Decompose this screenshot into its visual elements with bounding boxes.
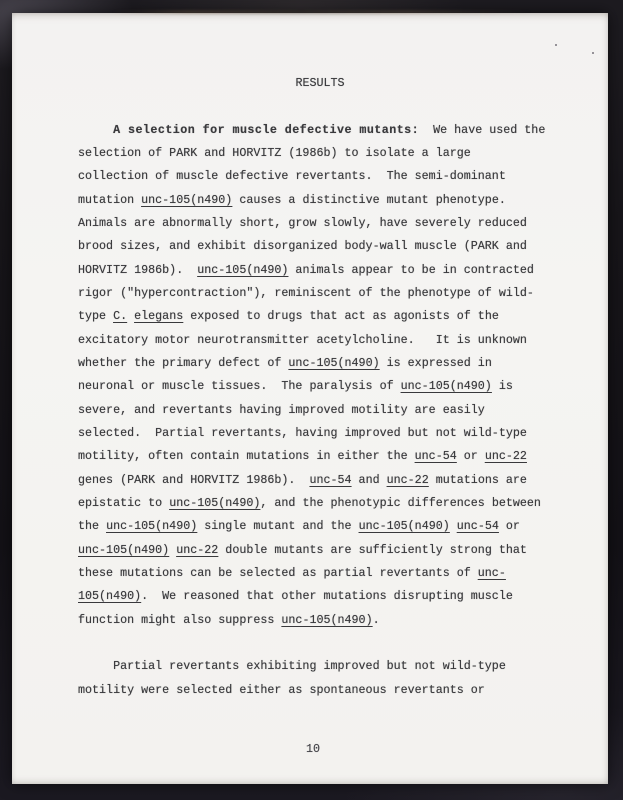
underlined-gene-name: unc-105(n490) xyxy=(141,192,233,207)
text-segment: . We reasoned that other mutations disrupting muscle xyxy=(141,589,513,604)
underlined-gene-name: unc-22 xyxy=(386,472,429,487)
text-segment xyxy=(450,519,457,533)
text-line xyxy=(78,189,562,212)
text-segment: selection of PARK and HORVITZ (1986b) to isolate a large xyxy=(78,145,471,160)
text-line xyxy=(78,632,562,655)
underlined-gene-name: unc-105(n490) xyxy=(169,495,261,510)
text-segment: these mutations can be selected as partial revertants of xyxy=(78,565,478,580)
text-segment: brood sizes, and exhibit disorganized body-wall muscle (PARK and xyxy=(78,239,527,254)
results-heading xyxy=(78,72,562,95)
text-segment: genes (PARK and HORVITZ 1986b). xyxy=(78,472,310,487)
text-segment: and xyxy=(351,472,387,487)
text-line xyxy=(78,422,562,445)
text-line xyxy=(78,165,562,188)
text-line xyxy=(78,329,562,352)
text-line xyxy=(78,235,562,258)
underlined-gene-name: unc-105(n490) xyxy=(106,519,198,534)
text-segment: type xyxy=(78,309,114,324)
text-segment: double mutants are sufficiently strong that xyxy=(218,542,527,557)
text-segment: RESULTS xyxy=(295,76,345,90)
scan-speck xyxy=(555,44,557,46)
text-segment: or xyxy=(456,449,485,464)
bold-text-segment: A selection for muscle defective mutants: xyxy=(113,122,420,137)
underlined-gene-name: unc-105(n490) xyxy=(288,355,380,370)
text-segment: animals appear to be in contracted xyxy=(288,262,534,277)
text-segment: motility, often contain mutations in either the xyxy=(78,449,415,464)
text-line xyxy=(78,142,562,165)
underlined-gene-name: unc-105(n490) xyxy=(358,519,450,534)
text-line xyxy=(78,562,562,585)
text-segment: function might also suppress xyxy=(78,612,282,627)
manuscript-page xyxy=(12,13,608,784)
text-segment: mutations are xyxy=(428,472,527,487)
text-segment: Animals are abnormally short, grow slowly, have severely reduced xyxy=(78,215,527,230)
page-number: 10 xyxy=(305,742,321,756)
text-segment: , and the phenotypic differences between xyxy=(260,495,541,510)
text-line xyxy=(78,259,562,282)
text-segment: single mutant and the xyxy=(197,519,359,534)
underlined-gene-name: unc-54 xyxy=(456,519,499,534)
text-line xyxy=(78,469,562,492)
text-line xyxy=(78,375,562,398)
text-segment: epistatic to xyxy=(78,495,170,510)
text-segment: motility were selected either as spontaneous revertants or xyxy=(78,682,485,697)
underlined-gene-name: C. xyxy=(113,309,128,324)
text-segment: neuronal or muscle tissues. The paralysis of xyxy=(78,379,401,394)
underlined-gene-name: unc-105(n490) xyxy=(197,262,289,277)
text-segment: the xyxy=(78,519,107,534)
underlined-gene-name: unc-105(n490) xyxy=(400,379,492,394)
text-segment: mutation xyxy=(78,192,142,207)
underlined-gene-name: elegans xyxy=(134,309,184,324)
text-segment: excitatory motor neurotransmitter acetylcholine. It is unknown xyxy=(78,332,527,347)
text-segment: selected. Partial revertants, having improved but not wild-type xyxy=(78,425,527,440)
text-segment: is xyxy=(491,379,513,394)
page-text xyxy=(78,72,562,702)
text-line xyxy=(78,282,562,305)
text-line xyxy=(78,399,562,422)
text-segment: causes a distinctive mutant phenotype. xyxy=(232,192,506,207)
text-line xyxy=(78,445,562,468)
underlined-gene-name: unc-22 xyxy=(484,449,527,464)
text-line xyxy=(78,655,562,678)
text-line xyxy=(78,119,562,142)
text-segment: . xyxy=(372,612,380,627)
text-line xyxy=(78,679,562,702)
text-line xyxy=(78,539,562,562)
text-segment: HORVITZ 1986b). xyxy=(78,262,198,277)
underlined-gene-name: unc-105(n490) xyxy=(281,612,373,627)
text-line xyxy=(78,515,562,538)
text-line xyxy=(78,305,562,328)
underlined-gene-name: unc-105(n490) xyxy=(78,542,170,557)
text-line xyxy=(78,352,562,375)
underlined-gene-name: unc-54 xyxy=(414,449,457,464)
text-line xyxy=(78,492,562,515)
text-segment xyxy=(78,123,113,137)
scan-speck xyxy=(592,52,594,54)
text-segment: Partial revertants exhibiting improved but not wild-type xyxy=(78,659,506,674)
text-line xyxy=(78,585,562,608)
text-segment: severe, and revertants having improved motility are easily xyxy=(78,402,485,417)
text-segment: collection of muscle defective revertants. The semi-dominant xyxy=(78,169,506,184)
underlined-gene-name: unc- xyxy=(477,565,506,580)
text-segment: is expressed in xyxy=(379,355,492,370)
text-segment: We have used the xyxy=(419,122,546,137)
text-line xyxy=(78,95,562,118)
text-line xyxy=(78,609,562,632)
text-segment: whether the primary defect of xyxy=(78,355,289,370)
underlined-gene-name: 105(n490) xyxy=(78,589,142,604)
text-segment: or xyxy=(498,519,520,534)
underlined-gene-name: unc-22 xyxy=(176,542,219,557)
text-line xyxy=(78,212,562,235)
text-segment: rigor ("hypercontraction"), reminiscent of the phenotype of wild- xyxy=(78,285,534,300)
page-edge-smudge xyxy=(112,10,532,14)
text-segment: exposed to drugs that act as agonists of the xyxy=(183,309,499,324)
underlined-gene-name: unc-54 xyxy=(309,472,352,487)
